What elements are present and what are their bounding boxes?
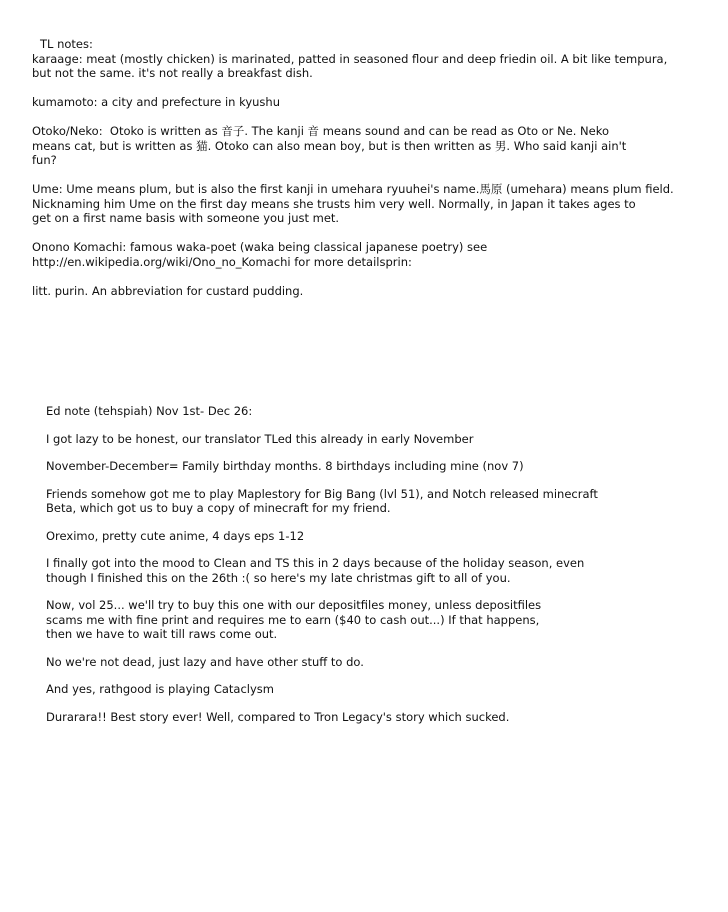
tl-note-paragraph — [32, 240, 698, 269]
tl-note-line: litt. purin. An abbreviation for custard pudding. — [32, 283, 304, 298]
ed-note-line: Oreximo, pretty cute anime, 4 days eps 1-12 — [46, 528, 305, 543]
tl-note-paragraph — [32, 182, 698, 226]
tl-note-line: kumamoto: a city and prefecture in kyushu — [32, 95, 280, 109]
ed-note-section — [46, 404, 686, 737]
ed-note-line: Durarara!! Best story ever! Well, compared to Tron Legacy's story which sucked. — [46, 709, 510, 724]
ed-note-paragraph — [46, 598, 686, 642]
tl-note-line: http://en.wikipedia.org/wiki/Ono_no_Komachi for more detailsprin: — [32, 254, 412, 269]
ed-note-line: though I finished this on the 26th :( so here's my late christmas gift to all of you. — [46, 570, 511, 585]
tl-note-paragraph — [32, 124, 698, 168]
tl-note-line: fun? — [32, 153, 57, 167]
ed-note-line: November-December= Family birthday months. 8 birthdays including mine (nov 7) — [46, 459, 524, 473]
tl-note-line: Nicknaming him Ume on the first day means she trusts him very well. Normally, in Japan it takes ages to — [32, 196, 636, 211]
ed-note-list — [46, 404, 686, 724]
ed-note-line: scams me with fine print and requires me to earn ($40 to cash out...) If that happens, — [46, 612, 540, 627]
ed-note-line: I finally got into the mood to Clean and TS this in 2 days because of the holiday season, even — [46, 556, 585, 570]
ed-note-paragraph — [46, 432, 686, 447]
tl-note-paragraph — [32, 52, 698, 81]
ed-note-paragraph — [46, 404, 686, 419]
ed-note-paragraph — [46, 682, 686, 697]
tl-notes-list — [32, 52, 698, 299]
ed-note-line: then we have to wait till raws come out. — [46, 627, 278, 641]
tl-notes-heading: TL notes: — [40, 37, 93, 51]
ed-note-paragraph — [46, 487, 686, 516]
tl-notes-section — [32, 37, 698, 313]
tl-note-line: Ume: Ume means plum, but is also the first kanji in umehara ryuuhei's name.馬原 (umehara) means plum field. — [32, 182, 674, 196]
ed-note-paragraph — [46, 556, 686, 585]
tl-note-line: but not the same. it's not really a breakfast dish. — [32, 66, 313, 80]
tl-note-line: means cat, but is written as 猫. Otoko can also mean boy, but is then written as 男. Who said kanji ain't — [32, 138, 627, 153]
ed-note-paragraph — [46, 710, 686, 725]
tl-note-line: Otoko/Neko: Otoko is written as 音子. The kanji 音 means sound and can be read as Oto or Ne. Neko — [32, 124, 610, 138]
ed-note-line: Ed note (tehspiah) Nov 1st- Dec 26: — [46, 404, 253, 418]
ed-note-paragraph — [46, 655, 686, 670]
ed-note-line: No we're not dead, just lazy and have other stuff to do. — [46, 654, 364, 669]
ed-note-line: Friends somehow got me to play Maplestory for Big Bang (lvl 51), and Notch released minecraft — [46, 486, 598, 501]
ed-note-paragraph — [46, 459, 686, 474]
tl-note-line: karaage: meat (mostly chicken) is marinated, patted in seasoned flour and deep friedin oil. A bit like tempura, — [32, 51, 668, 66]
ed-note-line: Now, vol 25... we'll try to buy this one with our depositfiles money, unless depositfiles — [46, 598, 542, 612]
ed-note-paragraph — [46, 529, 686, 544]
ed-note-line: And yes, rathgood is playing Cataclysm — [46, 682, 274, 696]
tl-note-paragraph — [32, 95, 698, 110]
tl-note-line: Onono Komachi: famous waka-poet (waka being classical japanese poetry) see — [32, 240, 488, 254]
tl-note-paragraph — [32, 284, 698, 299]
ed-note-line: I got lazy to be honest, our translator TLed this already in early November — [46, 431, 474, 446]
ed-note-line: Beta, which got us to buy a copy of minecraft for my friend. — [46, 501, 391, 515]
tl-note-line: get on a first name basis with someone you just met. — [32, 211, 340, 225]
